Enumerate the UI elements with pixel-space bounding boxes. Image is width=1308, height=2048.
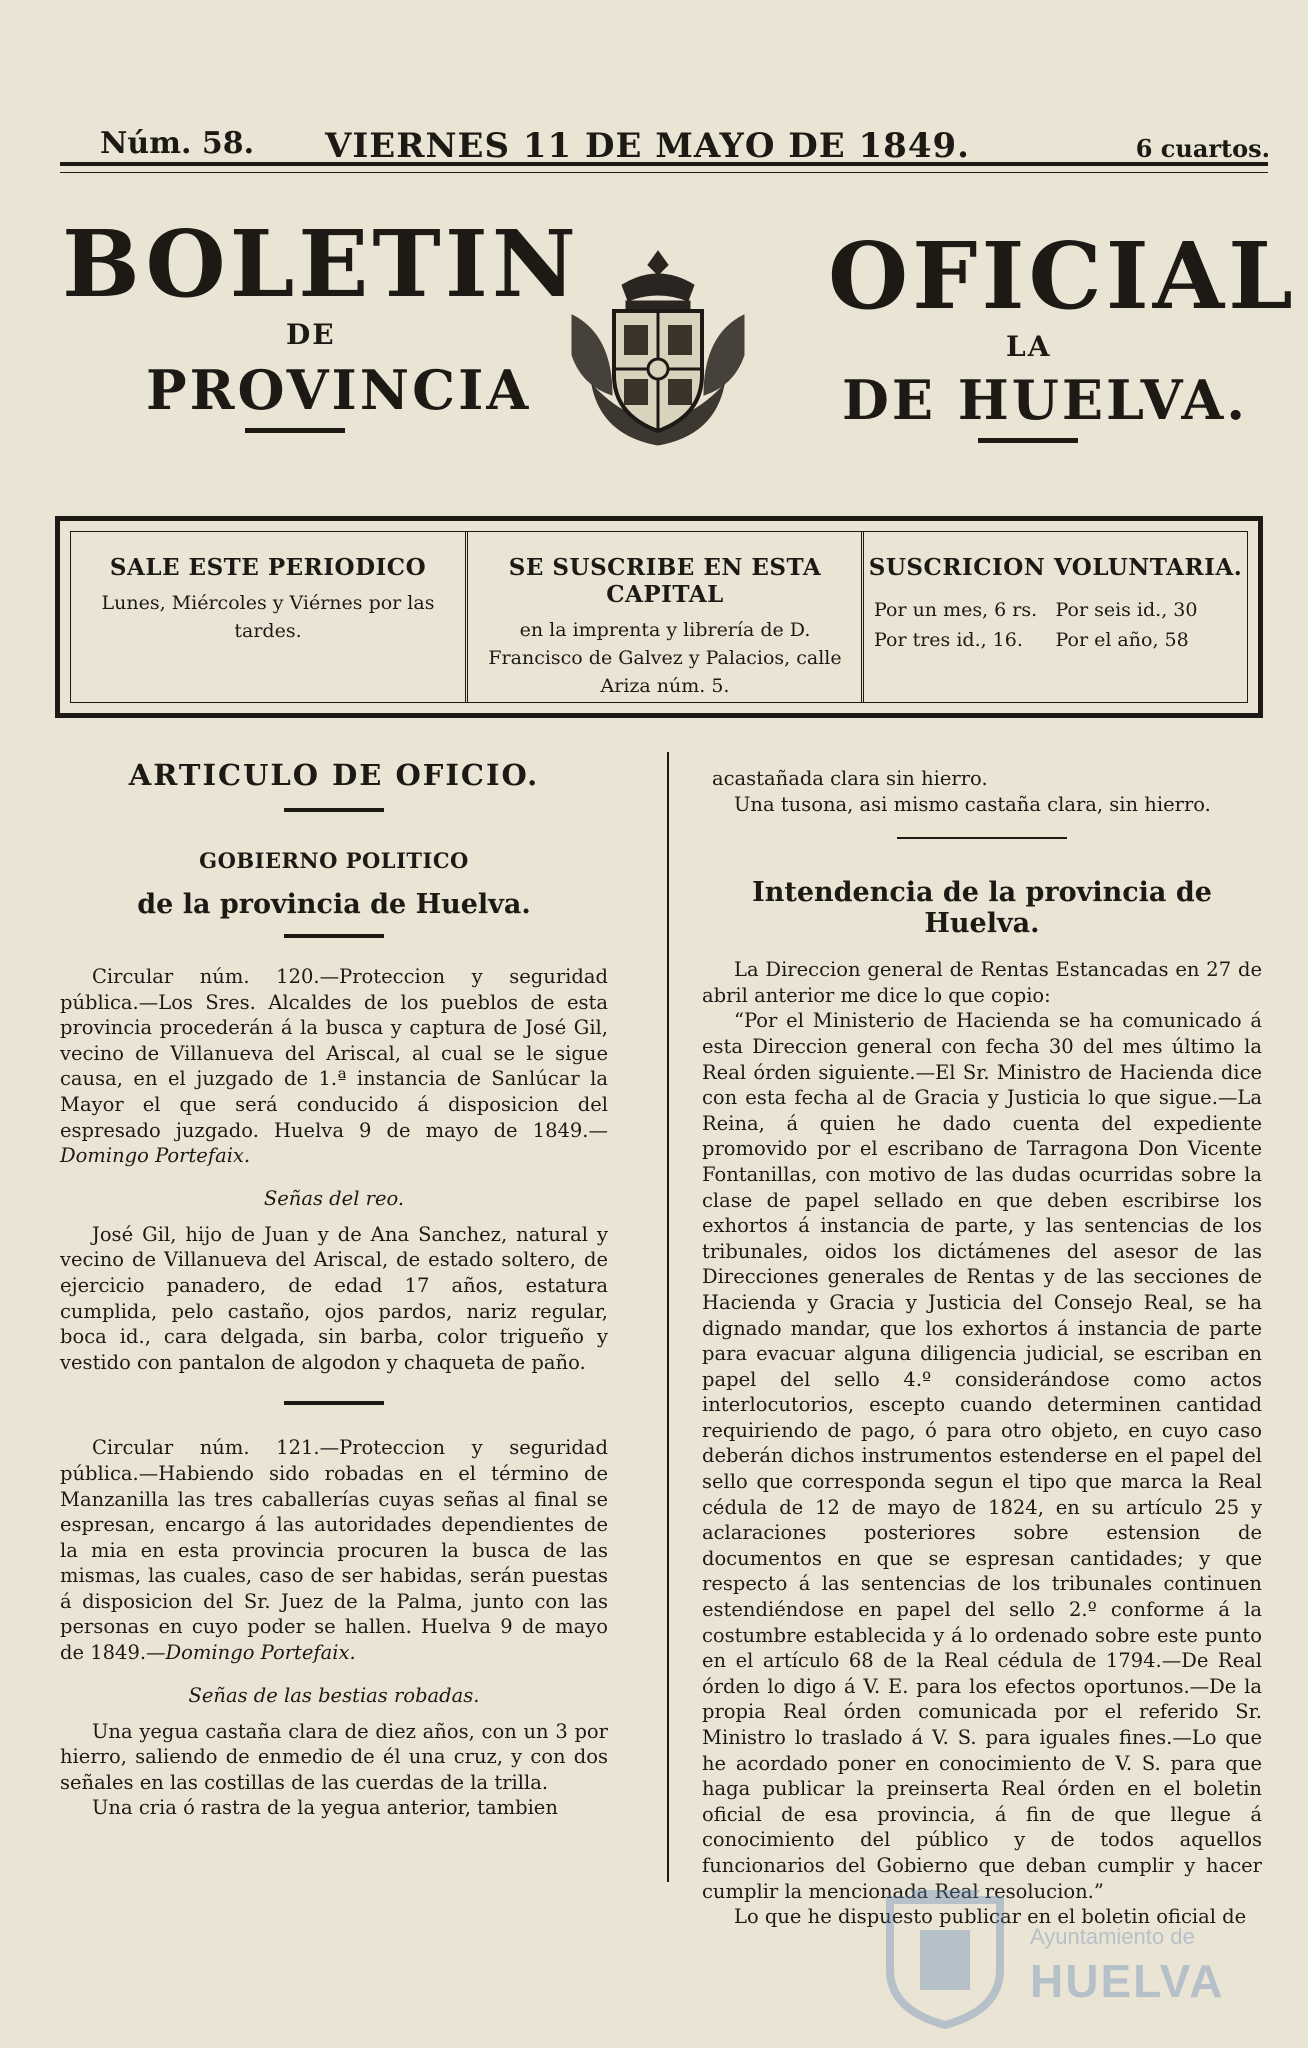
fee-cell: Por el año, 58: [1055, 629, 1189, 651]
fees-table: [864, 595, 1247, 655]
closing-text: Lo que he dispuesto publicar en el boletin oficial de: [734, 1905, 1247, 1929]
royal-crest-icon: [552, 245, 764, 457]
circular-120: [60, 964, 608, 1169]
fee-cell: Por tres id., 16.: [874, 629, 1023, 651]
signature: Domingo Portefaix.: [60, 1144, 251, 1168]
masthead-rule-right: [978, 438, 1078, 443]
circular-120-text: Circular núm. 120.—Proteccion y seguridad pública.—Los Sres. Alcaldes de los pueblos de esta provincia procederán á la busca y captura de José Gil, vecino de Villanueva del Ariscal, al cual se le sigue causa, en el juzgado de 1.ª instancia de Sanlúcar la Mayor el que será conducido á disposicion del espresado juzgado. Huelva 9 de mayo de 1849.—: [60, 965, 608, 1142]
fee-cell: Por un mes, 6 rs.: [874, 599, 1038, 621]
masthead-de: DE: [286, 318, 336, 351]
circular-121: [60, 1435, 608, 1665]
masthead-oficial: OFICIAL: [828, 222, 1297, 330]
subscription-box: [55, 516, 1263, 718]
watermark-line1: Ayuntamiento de: [1030, 1924, 1195, 1949]
schedule-column: [71, 532, 465, 702]
issue-date: VIERNES 11 DE MAYO DE 1849.: [325, 126, 970, 166]
issue-number: Núm. 58.: [100, 126, 255, 161]
subscribe-heading: SE SUSCRIBE EN ESTA CAPITAL: [508, 554, 822, 608]
fees-heading: SUSCRICION VOLUNTARIA.: [868, 554, 1243, 581]
circular-121-text: Circular núm. 121.—Proteccion y seguridad pública.—Habiendo sido robadas en el término de Manzanilla las tres caballerías cuyas señas al final se espresan, encargo á las autoridades dependientes de la mia en esta provincia procuren la busca de las mismas, las cuales, caso de ser habidas, serán puestas á disposicion del Sr. Juez de la Palma, junto con las personas en cuyo poder se hallen. Huelva 9 de mayo de 1849.—: [60, 1436, 608, 1665]
archive-watermark: [880, 1880, 1240, 2030]
left-column: [60, 740, 608, 1821]
subheading-reo: Señas del reo.: [263, 1186, 405, 1210]
masthead-provincia: PROVINCIA: [146, 358, 532, 422]
separator: [897, 837, 1067, 839]
masthead-la: LA: [1006, 330, 1052, 363]
schedule-text: Lunes, Miércoles y Viérnes por las tardes.: [101, 592, 435, 642]
intendencia-intro: La Direccion general de Rentas Estancadas en 27 de abril anterior me dice lo que copio:: [702, 958, 1262, 1007]
subscribe-column: [465, 532, 862, 702]
animal-description: Una yegua castaña clara de diez años, con un 3 por hierro, saliendo de enmedio de él una cruz, y con dos señales en las costillas de las cuerdas de la trilla.: [60, 1719, 608, 1794]
separator: [284, 934, 384, 938]
masthead-rule-left: [245, 428, 345, 433]
fees-column: [861, 532, 1247, 702]
fee-cell: Por seis id., 30: [1055, 599, 1198, 621]
animal-description: Una cria ó rastra de la yegua anterior, tambien: [92, 1796, 558, 1820]
column-divider: [667, 752, 669, 1882]
intendencia-heading: Intendencia de la provincia de Huelva.: [752, 877, 1212, 940]
watermark-line2: HUELVA: [1030, 1955, 1225, 2007]
animal-description: Una tusona, asi mismo castaña clara, sin hierro.: [734, 792, 1211, 816]
royal-order-text: “Por el Ministerio de Hacienda se ha comunicado á esta Direccion general con fecha 30 del mes último la Real órden siguiente.—El Sr. Ministro de Hacienda dice con esta fecha al de Gracia y Justicia lo que sigue.—La Reina, á quien he dado cuenta del expediente promovido por el escribano de Tarragona Don Vicente Fontanillas, con motivo de las dudas ocurridas sobre la clase de papel sellado en que deben escribirse los exhortos á instancia de parte, y las sentencias de los tribunales, oidos los dictámenes del asesor de las Direcciones generales de Rentas y de las secciones de Hacienda y Gracia y Justicia del Consejo Real, se ha dignado mandar, que los exhortos á instancia de parte para evacuar alguna diligencia judicial, se escriban en papel del sello 4.º considerándose como actos interlocutorios, escepto cuando determinen cantidad requiriendo de pago, ó para otro objeto, en cuyo caso deberán dichos instrumentos estenderse en el papel del sello que corresponda segun el tipo que marca la Real cédula de 12 de mayo de 1824, en su artículo 25 y aclaraciones posteriores sobre estension de documentos en que se espresan cantidades; y que respecto á las sentencias de los tribunales continuen estendiéndose en papel del sello 2.º conforme á la costumbre establecida y á lo ordenado sobre este punto en el artículo 68 de la Real cédula de 1794.—De Real órden lo digo á V. E. para los efectos oportunos.—De la propia Real órden comunicada por el referido Sr. Ministro lo traslado á V. S. para iguales fines.—Lo que he acordado poner en conocimiento de V. S. para que haga publicar la preinserta Real órden en el boletin oficial de esa provincia, á fin de que llegue á conocimiento del público y de todos aquellos funcionarios del Gobierno que deban cumplir y hacer cumplir la mencionada Real resolucion.”: [702, 1009, 1262, 1903]
province-heading: de la provincia de Huelva.: [137, 889, 531, 920]
city-shield-icon: [880, 1880, 1010, 2030]
reo-description: José Gil, hijo de Juan y de Ana Sanchez, natural y vecino de Villanueva del Ariscal, de estado soltero, de ejercicio panadero, de edad 17 años, estatura cumplida, pelo castaño, ojos pardos, nariz regular, boca id., cara delgada, sin barba, color trigueño y vestido con pantalon de algodon y chaqueta de paño.: [60, 1222, 608, 1374]
masthead-de-huelva: DE HUELVA.: [842, 368, 1249, 432]
separator: [284, 1401, 384, 1405]
department-heading: GOBIERNO POLITICO: [199, 848, 469, 873]
top-rule: [60, 162, 1268, 166]
masthead-boletin: BOLETIN: [62, 210, 581, 318]
right-column: [702, 740, 1262, 1930]
fee-row: [864, 595, 1247, 625]
top-rule-thin: [60, 172, 1268, 173]
subheading-bestias: Señas de las bestias robadas.: [188, 1683, 480, 1707]
issue-price: 6 cuartos.: [1135, 134, 1270, 163]
schedule-heading: SALE ESTE PERIODICO: [109, 554, 427, 581]
animal-description-cont: acastañada clara sin hierro.: [712, 767, 988, 790]
subscribe-text: en la imprenta y librería de D. Francisco de Galvez y Palacios, calle Ariza núm. 5.: [488, 619, 842, 697]
section-title: ARTICULO DE OFICIO.: [128, 758, 540, 792]
separator: [284, 808, 384, 812]
signature: Domingo Portefaix.: [165, 1641, 356, 1665]
fee-row: [864, 625, 1247, 655]
